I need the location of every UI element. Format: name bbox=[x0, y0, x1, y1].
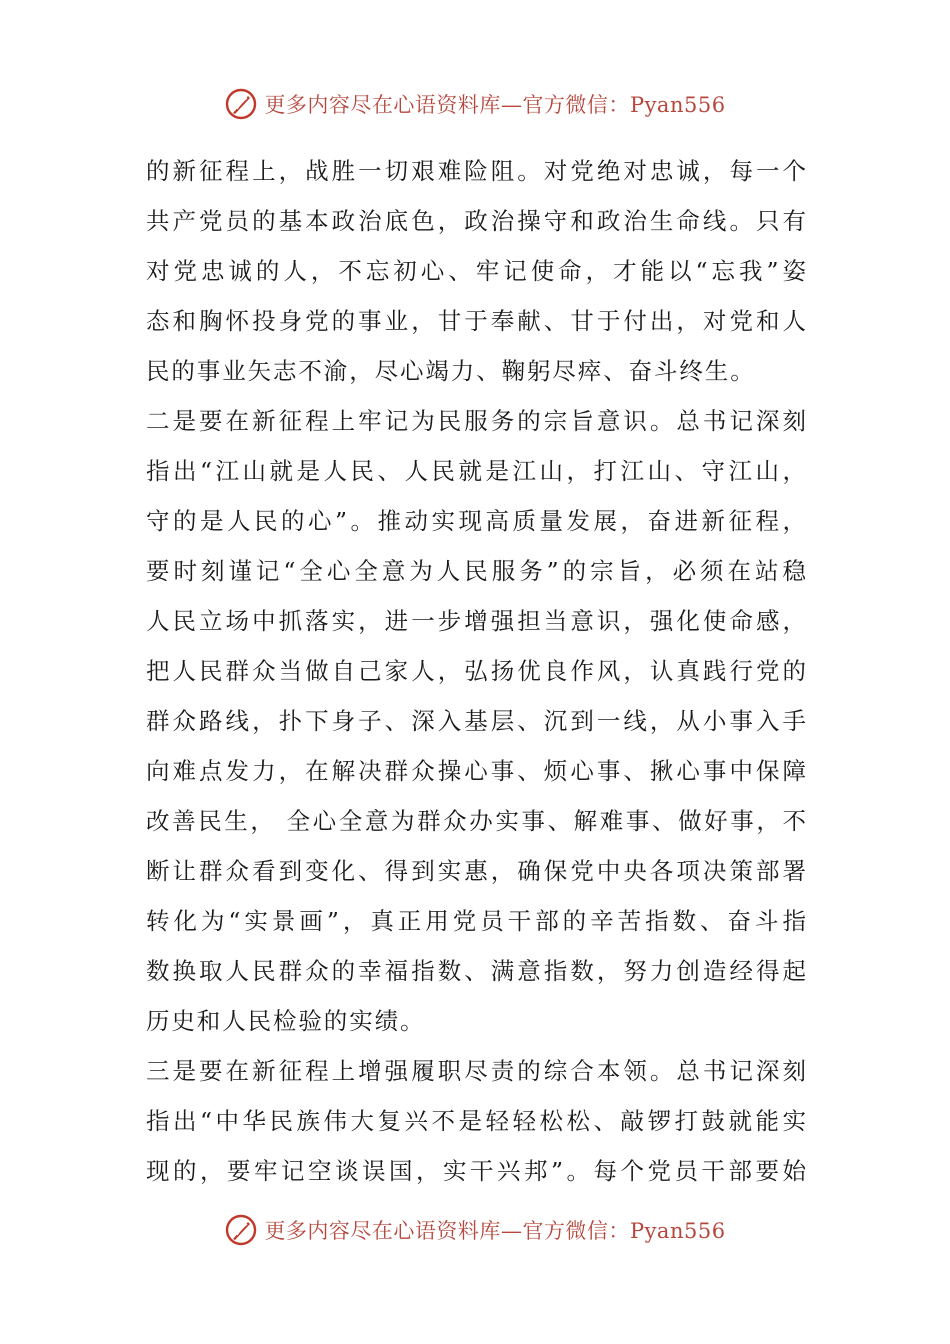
text-line: 指出“中华民族伟大复兴不是轻轻松松、敲锣打鼓就能实 bbox=[146, 1107, 806, 1135]
header-banner bbox=[0, 84, 950, 124]
text-line: 数换取人民群众的幸福指数、满意指数，努力创造经得起 bbox=[146, 957, 806, 985]
text-line: 现的，要牢记空谈误国，实干兴邦”。每个党员干部要始 bbox=[146, 1157, 806, 1185]
quill-logo-icon bbox=[224, 87, 258, 121]
text-line: 指出“江山就是人民、人民就是江山，打江山、守江山， bbox=[146, 457, 806, 485]
text-line: 向难点发力，在解决群众操心事、烦心事、揪心事中保障 bbox=[146, 757, 806, 785]
banner-site: 更多内容尽在心语资料库 bbox=[264, 1219, 501, 1243]
text-line: 民的事业矢志不渝，尽心竭力、鞠躬尽瘁、奋斗终生。 bbox=[146, 357, 756, 385]
text-line: 转化为“实景画”，真正用党员干部的辛苦指数、奋斗指 bbox=[146, 907, 806, 935]
banner-wechat-id: Pyan556 bbox=[629, 1219, 726, 1243]
text-line: 人民立场中抓落实，进一步增强担当意识，强化使命感， bbox=[146, 607, 806, 635]
text-line: 三是要在新征程上增强履职尽责的综合本领。总书记深刻 bbox=[146, 1057, 806, 1085]
text-line: 历史和人民检验的实绩。 bbox=[146, 1007, 426, 1035]
banner-text bbox=[264, 1215, 725, 1245]
text-line: 要时刻谨记“全心全意为人民服务”的宗旨，必须在站稳 bbox=[146, 557, 806, 585]
text-line: 改善民生， 全心全意为群众办实事、解难事、做好事，不 bbox=[146, 807, 806, 835]
text-line: 对党忠诚的人，不忘初心、牢记使命，才能以“忘我”姿 bbox=[146, 257, 806, 285]
text-line: 共产党员的基本政治底色，政治操守和政治生命线。只有 bbox=[146, 207, 806, 235]
banner-wechat-id: Pyan556 bbox=[629, 93, 726, 117]
text-line: 态和胸怀投身党的事业，甘于奉献、甘于付出，对党和人 bbox=[146, 307, 806, 335]
banner-wechat-label: 官方微信： bbox=[522, 1219, 630, 1243]
footer-banner bbox=[0, 1210, 950, 1250]
banner-dash: — bbox=[500, 1219, 523, 1243]
text-line: 的新征程上，战胜一切艰难险阻。对党绝对忠诚，每一个 bbox=[146, 157, 806, 185]
text-line: 守的是人民的心”。推动实现高质量发展，奋进新征程， bbox=[146, 507, 806, 535]
banner-text bbox=[264, 89, 725, 119]
quill-logo-icon bbox=[224, 1213, 258, 1247]
banner-wechat-label: 官方微信： bbox=[522, 93, 630, 117]
document-body bbox=[146, 146, 806, 1196]
text-line: 群众路线，扑下身子、深入基层、沉到一线，从小事入手 bbox=[146, 707, 806, 735]
banner-site: 更多内容尽在心语资料库 bbox=[264, 93, 501, 117]
text-line: 二是要在新征程上牢记为民服务的宗旨意识。总书记深刻 bbox=[146, 407, 806, 435]
text-line: 把人民群众当做自己家人，弘扬优良作风，认真践行党的 bbox=[146, 657, 806, 685]
banner-dash: — bbox=[500, 93, 523, 117]
text-line: 断让群众看到变化、得到实惠，确保党中央各项决策部署 bbox=[146, 857, 806, 885]
